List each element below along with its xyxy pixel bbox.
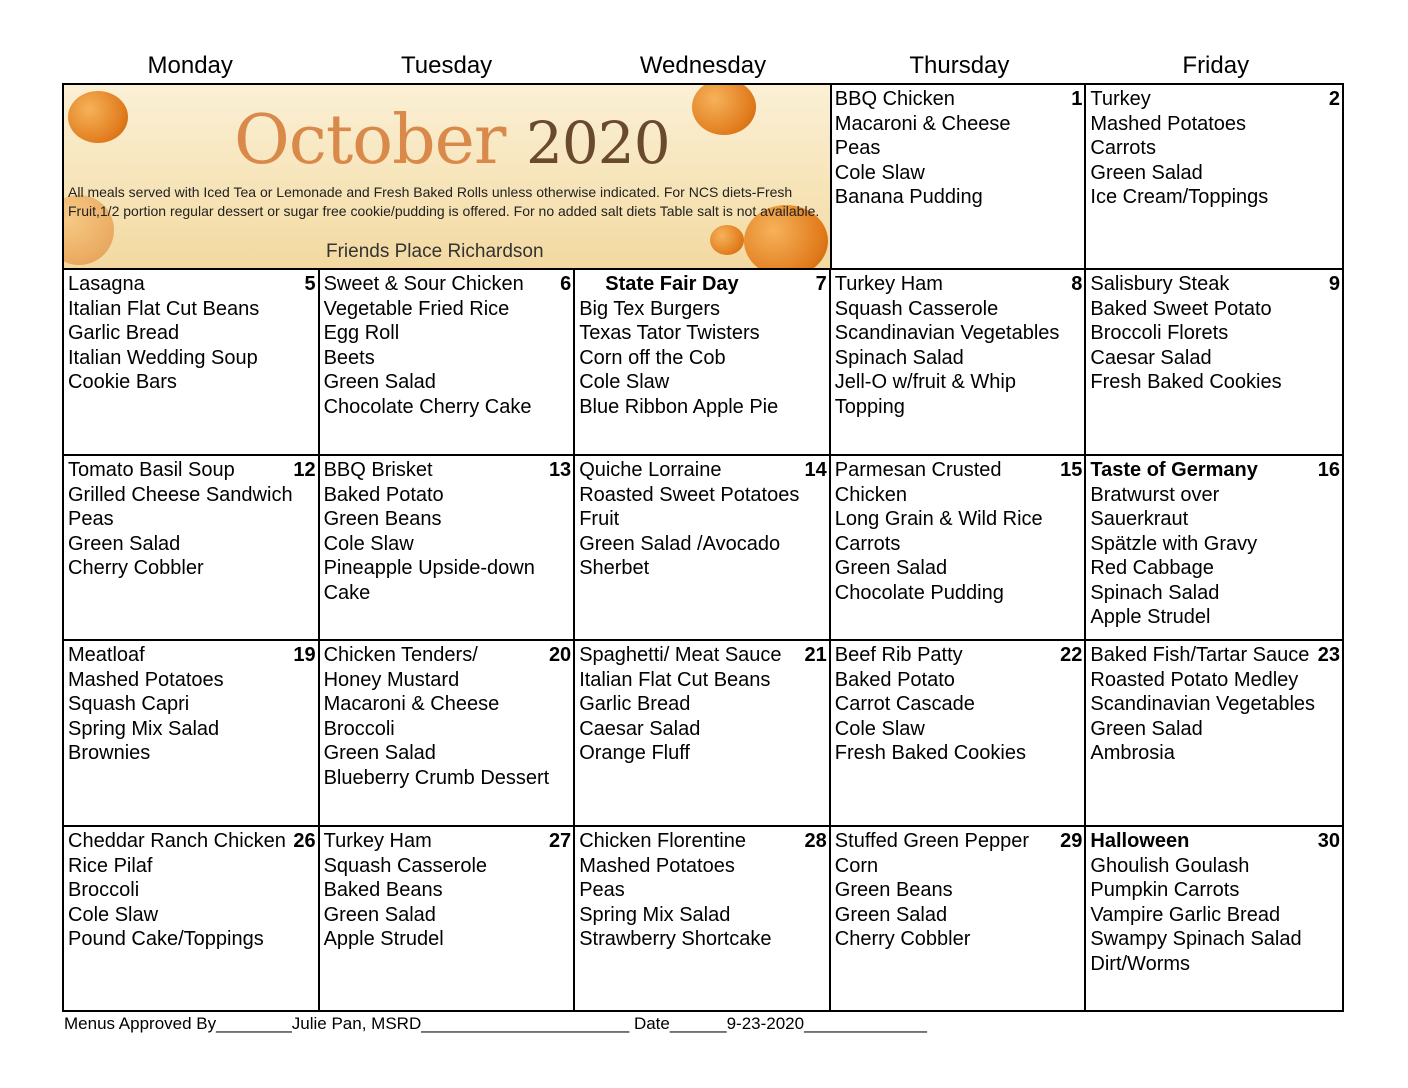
week-row: [64, 827, 1342, 1010]
day-number: 9: [1328, 273, 1340, 295]
menu-item: Apple Strudel: [323, 928, 444, 950]
menu-item: Turkey Ham: [834, 273, 943, 295]
menu-item: Turkey Ham: [323, 830, 432, 852]
menu-item: Fruit: [579, 508, 620, 530]
menu-item: Parmesan Crusted: [834, 459, 1002, 481]
menu-item: Turkey: [1090, 88, 1151, 110]
day-number: 16: [1317, 459, 1340, 481]
menu-item: Peas: [834, 137, 881, 159]
menu-item: Roasted Potato Medley: [1090, 668, 1299, 691]
menu-item: Green Salad /Avocado: [579, 532, 781, 555]
weekday-header: [62, 52, 1344, 80]
menu-item: Red Cabbage: [1090, 557, 1214, 579]
menu-item: Chocolate Pudding: [834, 581, 1004, 604]
menu-item: Green Salad: [834, 903, 948, 926]
menu-item: Broccoli Florets: [1090, 322, 1229, 344]
menu-item: Cole Slaw: [834, 717, 925, 740]
week-row: [64, 456, 1342, 641]
menu-item: Baked Potato: [834, 668, 955, 691]
menu-item: Egg Roll: [323, 322, 400, 344]
menu-item: Green Beans: [323, 508, 442, 530]
menu-item: Spaghetti/ Meat Sauce: [579, 644, 782, 666]
day-cell: [320, 827, 576, 1010]
menu-item: Fresh Baked Cookies: [834, 742, 1026, 764]
menu-item: Chicken: [834, 483, 908, 506]
menu-item: Texas Tator Twisters: [579, 322, 760, 344]
day-number: 30: [1317, 830, 1340, 852]
day-heading: State Fair Day: [605, 273, 739, 295]
day-number: 6: [560, 273, 572, 295]
menu-item: Italian Wedding Soup: [68, 346, 258, 369]
menu-item: Topping: [834, 395, 905, 418]
menu-item: Blueberry Crumb Dessert: [323, 766, 550, 789]
menu-item: Green Salad: [1090, 161, 1203, 184]
menu-item: Spinach Salad: [834, 346, 964, 369]
menu-item: Spring Mix Salad: [579, 903, 731, 926]
day-number: 1: [1071, 88, 1083, 110]
facility-name: Friends Place Richardson: [326, 241, 544, 262]
day-cell: [831, 456, 1087, 639]
day-cell: [64, 641, 320, 825]
menu-item: Rice Pilaf: [68, 854, 153, 877]
menu-item: Roasted Sweet Potatoes: [579, 483, 800, 506]
menu-item: Carrot Cascade: [834, 693, 975, 715]
menu-item: Pound Cake/Toppings: [68, 928, 264, 950]
menu-item: Beets: [323, 346, 375, 369]
menu-item: Scandinavian Vegetables: [1090, 693, 1316, 715]
day-number: 13: [548, 459, 572, 481]
day-cell: [320, 641, 576, 825]
week-row: [64, 85, 1342, 270]
menu-item: Peas: [68, 508, 114, 530]
menu-item: Garlic Bread: [579, 693, 691, 715]
day-heading: Halloween: [1090, 830, 1190, 852]
day-number: 27: [548, 830, 572, 852]
menu-item: Green Salad: [323, 371, 436, 393]
menu-item: Baked Beans: [323, 879, 443, 901]
menu-item: Green Beans: [834, 879, 953, 901]
day-cell: [831, 827, 1087, 1010]
menu-item: Spring Mix Salad: [68, 717, 220, 740]
menu-item: Salisbury Steak: [1090, 273, 1230, 295]
day-cell: [575, 456, 831, 639]
menu-item: Cherry Cobbler: [68, 557, 204, 579]
menu-item: Lasagna: [68, 273, 145, 295]
menu-calendar: [62, 83, 1344, 1012]
menu-item: Squash Casserole: [323, 854, 488, 877]
menu-item: Sauerkraut: [1090, 508, 1189, 530]
day-number: 23: [1317, 644, 1340, 666]
day-number: 2: [1328, 88, 1340, 110]
menu-item: Italian Flat Cut Beans: [579, 668, 771, 691]
menu-item: Green Salad: [323, 903, 436, 926]
day-number: 26: [293, 830, 316, 852]
menu-item: Swampy Spinach Salad: [1090, 928, 1302, 950]
menu-item: Cookie Bars: [68, 371, 177, 393]
menu-item: Baked Fish/Tartar Sauce: [1090, 644, 1310, 666]
day-cell: [831, 270, 1087, 454]
day-number: 14: [804, 459, 827, 481]
day-number: 21: [804, 644, 827, 666]
menu-item: Sweet & Sour Chicken: [323, 273, 524, 295]
approval-footer: Menus Approved By________Julie Pan, MSRD______________________ Date______9-23-2020_____________: [64, 1014, 927, 1033]
menu-item: Big Tex Burgers: [579, 297, 720, 320]
week-row: [64, 270, 1342, 456]
menu-item: Carrots: [1090, 137, 1156, 159]
menu-item: Broccoli: [323, 717, 395, 740]
menu-item: Long Grain & Wild Rice: [834, 508, 1043, 530]
menu-item: Tomato Basil Soup: [68, 459, 235, 481]
menu-item: Mashed Potatoes: [579, 854, 735, 877]
menu-item: Spätzle with Gravy: [1090, 532, 1258, 555]
menu-item: Orange Fluff: [579, 742, 690, 764]
menu-item: Dirt/Worms: [1090, 952, 1191, 975]
menu-item: Corn: [834, 854, 879, 877]
menu-item: Cole Slaw: [323, 532, 414, 555]
menu-item: Meatloaf: [68, 644, 145, 666]
menu-item: Cole Slaw: [579, 371, 670, 393]
menu-item: Fresh Baked Cookies: [1090, 371, 1282, 393]
day-cell: [64, 270, 320, 454]
day-cell: [1086, 641, 1342, 825]
day-cell: [1086, 85, 1342, 268]
day-number: 20: [548, 644, 572, 666]
menu-item: Squash Capri: [68, 693, 190, 715]
day-thursday: Thursday: [909, 52, 1010, 79]
menu-item: Ambrosia: [1090, 742, 1175, 764]
menu-item: Apple Strudel: [1090, 606, 1211, 628]
menu-item: Strawberry Shortcake: [579, 928, 772, 950]
menu-item: Banana Pudding: [834, 186, 983, 208]
menu-item: Cole Slaw: [834, 161, 925, 184]
menu-item: Brownies: [68, 742, 151, 764]
day-cell: [320, 456, 576, 639]
day-cell: [1086, 827, 1342, 1010]
day-friday: Friday: [1182, 52, 1250, 79]
menu-item: Sherbet: [579, 557, 650, 579]
menu-item: Green Salad: [323, 742, 436, 764]
menu-item: Squash Casserole: [834, 297, 999, 320]
menu-item: Scandinavian Vegetables: [834, 322, 1060, 344]
menu-item: Pineapple Upside-down: [323, 557, 535, 579]
menu-item: Chocolate Cherry Cake: [323, 395, 532, 418]
menu-item: Green Salad: [834, 557, 948, 579]
menu-item: Stuffed Green Pepper: [834, 830, 1030, 852]
menu-item: Corn off the Cob: [579, 346, 726, 369]
day-wednesday: Wednesday: [639, 52, 767, 79]
day-number: 15: [1060, 459, 1083, 481]
menu-item: Garlic Bread: [68, 322, 180, 344]
banner-note: All meals served with Iced Tea or Lemonade and Fresh Baked Rolls unless otherwise indicated. For NCS diets-Fresh Fruit,1/2 portion regular dessert or sugar free cookie/pudding is offered. For no added salt diets Table salt is not available.: [68, 184, 820, 219]
day-number: 8: [1071, 273, 1083, 295]
menu-item: Caesar Salad: [1090, 346, 1212, 369]
menu-item: Beef Rib Patty: [834, 644, 963, 666]
menu-item: Bratwurst over: [1090, 483, 1220, 506]
menu-item: Macaroni & Cheese: [834, 112, 1011, 135]
menu-item: Broccoli: [68, 879, 140, 901]
day-cell: [1086, 456, 1342, 639]
day-number: 19: [293, 644, 316, 666]
day-tuesday: Tuesday: [401, 52, 493, 79]
menu-item: Ghoulish Goulash: [1090, 854, 1250, 877]
pumpkin-icon: [68, 91, 128, 143]
menu-item: BBQ Chicken: [834, 88, 955, 110]
october-banner: [64, 85, 832, 268]
menu-item: Cake: [323, 581, 371, 604]
menu-item: Baked Potato: [323, 483, 444, 506]
day-monday: Monday: [147, 52, 233, 79]
menu-item: Ice Cream/Toppings: [1090, 186, 1269, 208]
day-cell: [831, 85, 1087, 268]
day-cell: [575, 641, 831, 825]
day-heading: Taste of Germany: [1090, 459, 1258, 481]
day-cell: [320, 270, 576, 454]
menu-item: Caesar Salad: [579, 717, 701, 740]
menu-item: Mashed Potatoes: [68, 668, 224, 691]
day-cell: [64, 827, 320, 1010]
day-number: 5: [304, 273, 316, 295]
menu-item: Baked Sweet Potato: [1090, 297, 1272, 320]
menu-item: Green Salad: [1090, 717, 1203, 740]
pumpkin-icon: [710, 225, 744, 255]
day-cell: [64, 456, 320, 639]
week-row: [64, 641, 1342, 827]
menu-item: Jell-O w/fruit & Whip: [834, 371, 1016, 393]
day-number: 7: [815, 273, 827, 295]
menu-item: Cole Slaw: [68, 903, 159, 926]
menu-item: Spinach Salad: [1090, 581, 1220, 604]
menu-item: Peas: [579, 879, 625, 901]
day-number: 12: [293, 459, 316, 481]
menu-item: Vampire Garlic Bread: [1090, 903, 1281, 926]
pumpkin-icon: [692, 85, 756, 135]
menu-item: Mashed Potatoes: [1090, 112, 1247, 135]
day-cell: [575, 827, 831, 1010]
menu-item: Macaroni & Cheese: [323, 693, 500, 715]
menu-item: Cheddar Ranch Chicken: [68, 830, 286, 852]
banner-title: October 2020: [234, 101, 670, 180]
day-cell: [1086, 270, 1342, 454]
menu-item: Quiche Lorraine: [579, 459, 722, 481]
menu-item: Pumpkin Carrots: [1090, 879, 1240, 901]
menu-item: BBQ Brisket: [323, 459, 433, 481]
menu-item: Chicken Tenders/: [323, 644, 478, 666]
menu-item: Italian Flat Cut Beans: [68, 297, 260, 320]
menu-item: Cherry Cobbler: [834, 928, 971, 950]
menu-item: Blue Ribbon Apple Pie: [579, 395, 779, 418]
menu-item: Green Salad: [68, 532, 181, 555]
day-number: 28: [804, 830, 827, 852]
menu-item: Honey Mustard: [323, 668, 460, 691]
day-cell: [575, 270, 831, 454]
day-number: 29: [1060, 830, 1083, 852]
menu-item: Carrots: [834, 532, 901, 555]
menu-item: Vegetable Fried Rice: [323, 297, 510, 320]
menu-item: Grilled Cheese Sandwich: [68, 483, 293, 506]
day-number: 22: [1060, 644, 1083, 666]
day-cell: [831, 641, 1087, 825]
menu-item: Chicken Florentine: [579, 830, 746, 852]
